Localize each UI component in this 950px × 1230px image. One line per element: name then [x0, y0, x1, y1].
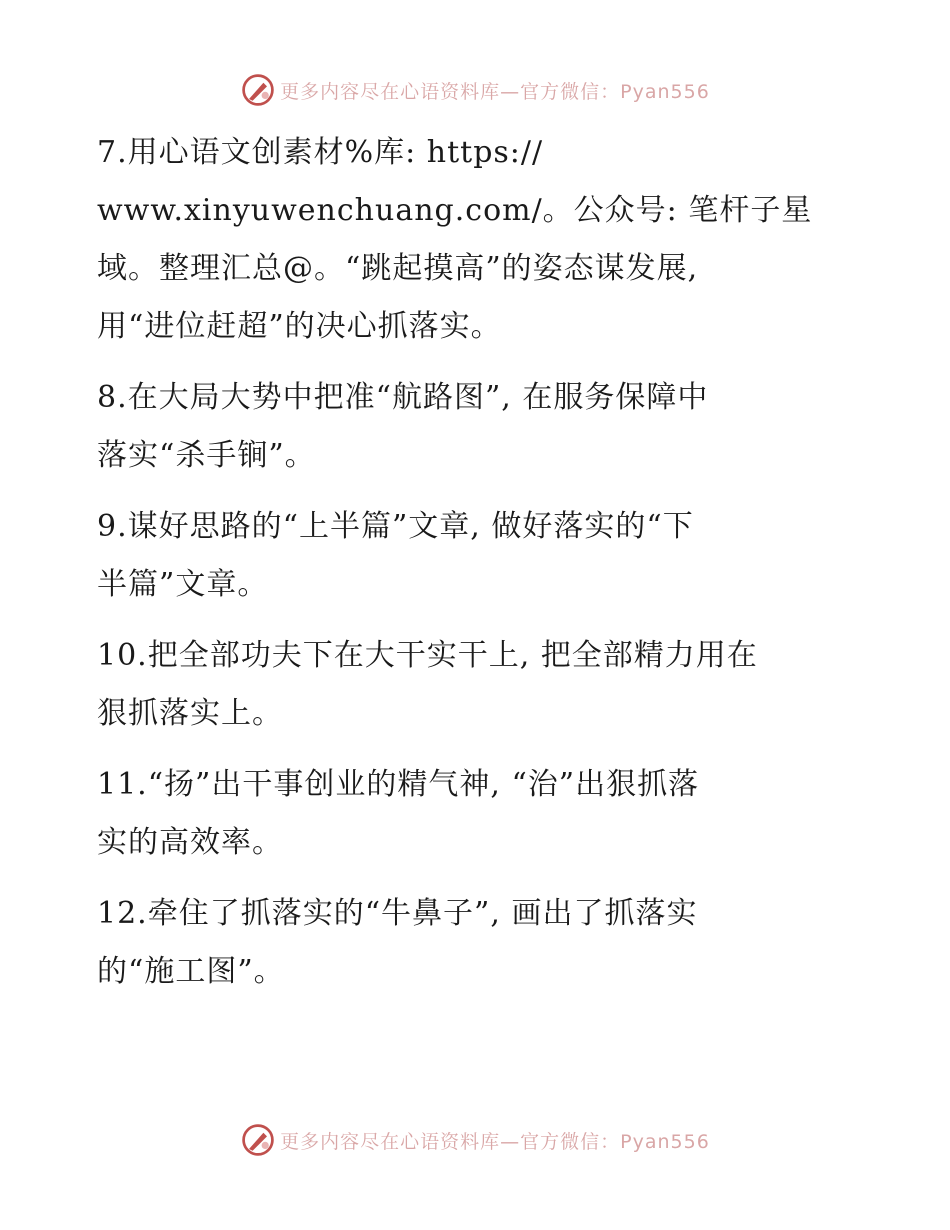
paragraph-12: 12.牵住了抓落实的“牛鼻子”, 画出了抓落实 的“施工图”。 — [97, 896, 698, 989]
paragraph-10: 10.把全部功夫下在大干实干上, 把全部精力用在 狠抓落实上。 — [97, 638, 758, 731]
pen-logo-icon — [240, 72, 276, 108]
watermark-text: 更多内容尽在心语资料库—官方微信：Pyan556 — [280, 1130, 710, 1153]
paragraph-9: 9.谋好思路的“上半篇”文章, 做好落实的“下 半篇”文章。 — [97, 509, 694, 602]
footer-watermark — [0, 1120, 950, 1160]
header-watermark — [0, 70, 950, 110]
pen-logo-icon — [240, 1122, 276, 1158]
paragraph-11: 11.“扬”出干事创业的精气神, “治”出狠抓落 实的高效率。 — [97, 767, 700, 860]
document-body — [97, 124, 857, 1014]
watermark-text: 更多内容尽在心语资料库—官方微信：Pyan556 — [280, 80, 710, 103]
paragraph-8: 8.在大局大势中把准“航路图”, 在服务保障中 落实“杀手锏”。 — [97, 380, 709, 473]
paragraph-7: 7.用心语文创素材%库: https:// www.xinyuwenchuang.com/。公众号: 笔杆子星 域。整理汇总@。“跳起摸高”的姿态谋发展, 用“进位赶超”的决心抓落实。 — [97, 135, 813, 344]
